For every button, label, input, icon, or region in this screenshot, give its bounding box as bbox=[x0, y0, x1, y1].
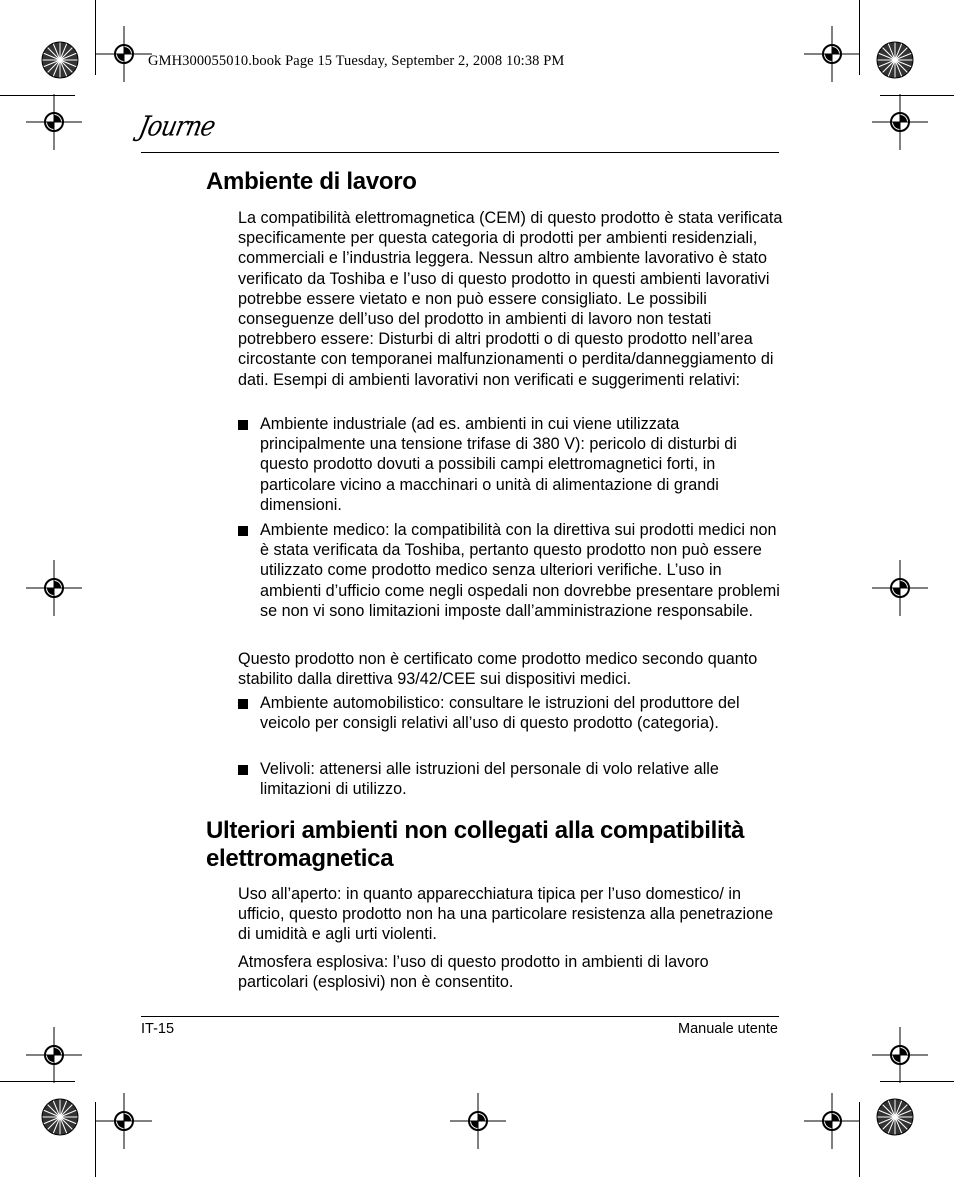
explosive-paragraph: Atmosfera esplosiva: l’uso di questo prodotto in ambienti di lavoro particolari (esplosivi) non è consentito. bbox=[238, 953, 709, 992]
registration-mark-icon bbox=[96, 26, 152, 82]
registration-mark-icon bbox=[872, 1027, 928, 1083]
starburst-target-icon bbox=[876, 41, 914, 79]
footer-rule bbox=[141, 1016, 779, 1017]
manual-title: Manuale utente bbox=[678, 1021, 778, 1037]
registration-mark-icon bbox=[450, 1093, 506, 1149]
registration-mark-icon bbox=[26, 560, 82, 616]
registration-mark-icon bbox=[26, 94, 82, 150]
bullet-item bbox=[238, 693, 783, 733]
starburst-target-icon bbox=[876, 1098, 914, 1136]
intro-paragraph: La compatibilità elettromagnetica (CEM) di questo prodotto è stata verificata specificamente per questa categoria di prodotti per ambienti residenziali, commerciali e l’industria leggera. Nessun altro ambiente lavorativo è stato verificato da Toshiba e l’uso di questo prodotto in questi ambienti lavorativi potrebbe essere vietato e non può essere consigliato. Le possibili conseguenze dell’uso del prodotto in ambienti di lavoro non testati potrebbero essere: Disturbi di altri prodotti o di questo prodotto nell’area circostante con temporanei malfunzionamenti o perdita/danneggiamento di dati. Esempi di ambienti lavorativi non verificati e suggerimenti relativi: bbox=[238, 209, 783, 389]
bullet-item bbox=[238, 759, 783, 799]
registration-mark-icon bbox=[872, 94, 928, 150]
header-rule bbox=[141, 152, 779, 153]
bullet-text: Velivoli: attenersi alle istruzioni del personale di volo relative alle limitazioni di utilizzo. bbox=[260, 760, 719, 799]
registration-mark-icon bbox=[96, 1093, 152, 1149]
medical-note-paragraph: Questo prodotto non è certificato come prodotto medico secondo quanto stabilito dalla direttiva 93/42/CEE sui dispositivi medici. bbox=[238, 650, 758, 689]
bullet-item bbox=[238, 414, 783, 515]
bullet-square-icon bbox=[238, 526, 248, 536]
registration-mark-icon bbox=[804, 1093, 860, 1149]
print-slug: GMH300055010.book Page 15 Tuesday, September 2, 2008 10:38 PM bbox=[148, 53, 565, 69]
bullet-text: Ambiente automobilistico: consultare le istruzioni del produttore del veicolo per consigli relativi all’uso di questo prodotto (categoria). bbox=[260, 694, 740, 733]
registration-mark-icon bbox=[804, 26, 860, 82]
brand-logo: Journe bbox=[136, 110, 218, 143]
starburst-target-icon bbox=[41, 41, 79, 79]
page-number: IT-15 bbox=[141, 1021, 175, 1037]
bullet-item bbox=[238, 520, 783, 621]
section-heading: Ambiente di lavoro bbox=[206, 168, 417, 195]
outdoor-paragraph: Uso all’aperto: in quanto apparecchiatura tipica per l’uso domestico/ in ufficio, questo prodotto non ha una particolare resistenza alla penetrazione di umidità e agli urti violenti. bbox=[238, 885, 774, 944]
bullet-square-icon bbox=[238, 765, 248, 775]
registration-mark-icon bbox=[26, 1027, 82, 1083]
starburst-target-icon bbox=[41, 1098, 79, 1136]
bullet-text: Ambiente industriale (ad es. ambienti in cui viene utilizzata principalmente una tensione trifase di 380 V): pericolo di disturbi di questo prodotto dovuti a possibili campi elettromagnetici forti, in particolare vicino a macchinari o unità di alimentazione di grandi dimensioni. bbox=[260, 415, 737, 514]
bullet-square-icon bbox=[238, 699, 248, 709]
registration-mark-icon bbox=[872, 560, 928, 616]
bullet-square-icon bbox=[238, 420, 248, 430]
bullet-text: Ambiente medico: la compatibilità con la direttiva sui prodotti medici non è stata verificata da Toshiba, pertanto questo prodotto non può essere utilizzato come prodotto medico senza ulteriori verifiche. L’uso in ambienti d’ufficio come negli ospedali non dovrebbe presentare problemi se non vi sono limitazioni imposte dall’amministrazione responsabile. bbox=[260, 521, 780, 620]
section-heading: Ulteriori ambienti non collegati alla compatibilità elettromagnetica bbox=[206, 817, 745, 872]
